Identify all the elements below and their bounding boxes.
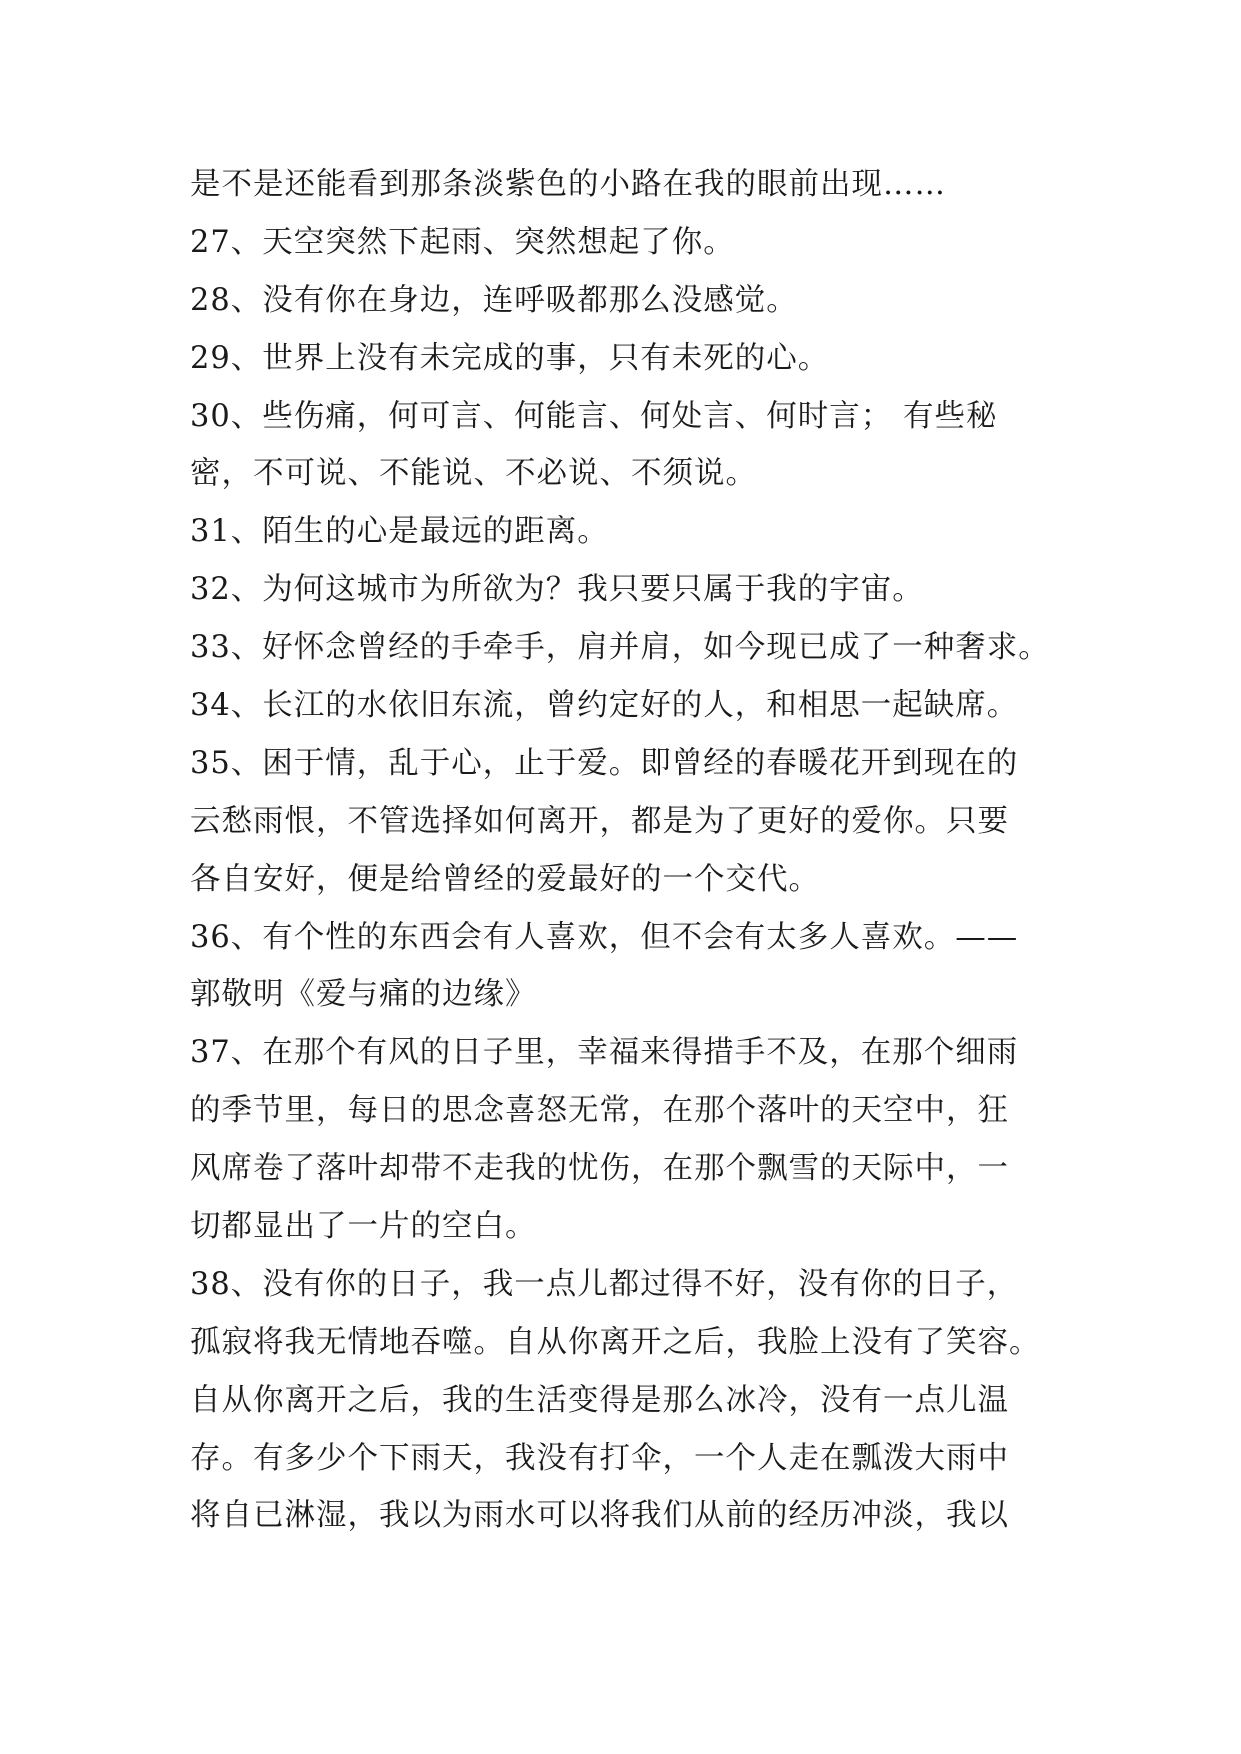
text-line: 各自安好，便是给曾经的爱最好的一个交代。 bbox=[190, 861, 820, 897]
text-line: 28、没有你在身边，连呼吸都那么没感觉。 bbox=[190, 282, 798, 318]
text-line: 的季节里，每日的思念喜怒无常，在那个落叶的天空中，狂 bbox=[190, 1093, 1009, 1129]
text-line: 切都显出了一片的空白。 bbox=[190, 1209, 537, 1245]
text-line: 云愁雨恨，不管选择如何离开，都是为了更好的爱你。只要 bbox=[190, 803, 1009, 839]
text-line: 孤寂将我无情地吞噬。自从你离开之后，我脸上没有了笑容。 bbox=[190, 1324, 1041, 1360]
text-line: 31、陌生的心是最远的距离。 bbox=[190, 514, 609, 550]
text-line: 33、好怀念曾经的手牵手，肩并肩，如今现已成了一种奢求。 bbox=[190, 630, 1050, 666]
text-line: 35、困于情，乱于心，止于爱。即曾经的春暖花开到现在的 bbox=[190, 745, 1019, 781]
text-line: 37、在那个有风的日子里，幸福来得措手不及，在那个细雨 bbox=[190, 1035, 1019, 1071]
text-line: 密，不可说、不能说、不必说、不须说。 bbox=[190, 456, 757, 492]
text-line: 36、有个性的东西会有人喜欢，但不会有太多人喜欢。—— bbox=[190, 919, 1019, 955]
text-line: 风席卷了落叶却带不走我的忧伤，在那个飘雪的天际中，一 bbox=[190, 1151, 1009, 1187]
text-line: 38、没有你的日子，我一点儿都过得不好，没有你的日子， bbox=[190, 1266, 1019, 1302]
text-line: 34、长江的水依旧东流，曾约定好的人，和相思一起缺席。 bbox=[190, 688, 1019, 724]
text-line: 将自已淋湿，我以为雨水可以将我们从前的经历冲淡，我以 bbox=[190, 1498, 1009, 1534]
text-line: 30、些伤痛，何可言、何能言、何处言、何时言； 有些秘 bbox=[190, 398, 998, 434]
text-line: 是不是还能看到那条淡紫色的小路在我的眼前出现…… bbox=[190, 167, 946, 202]
text-line: 存。有多少个下雨天，我没有打伞，一个人走在瓢泼大雨中 bbox=[190, 1440, 1009, 1476]
text-line: 自从你离开之后，我的生活变得是那么冰冷，没有一点儿温 bbox=[190, 1382, 1009, 1418]
text-line: 郭敬明《爱与痛的边缘》 bbox=[190, 977, 537, 1013]
document-body bbox=[190, 156, 1070, 1545]
text-line: 29、世界上没有未完成的事，只有未死的心。 bbox=[190, 340, 830, 376]
text-line: 27、天空突然下起雨、突然想起了你。 bbox=[190, 224, 735, 260]
text-line: 32、为何这城市为所欲为？我只要只属于我的宇宙。 bbox=[190, 572, 924, 608]
